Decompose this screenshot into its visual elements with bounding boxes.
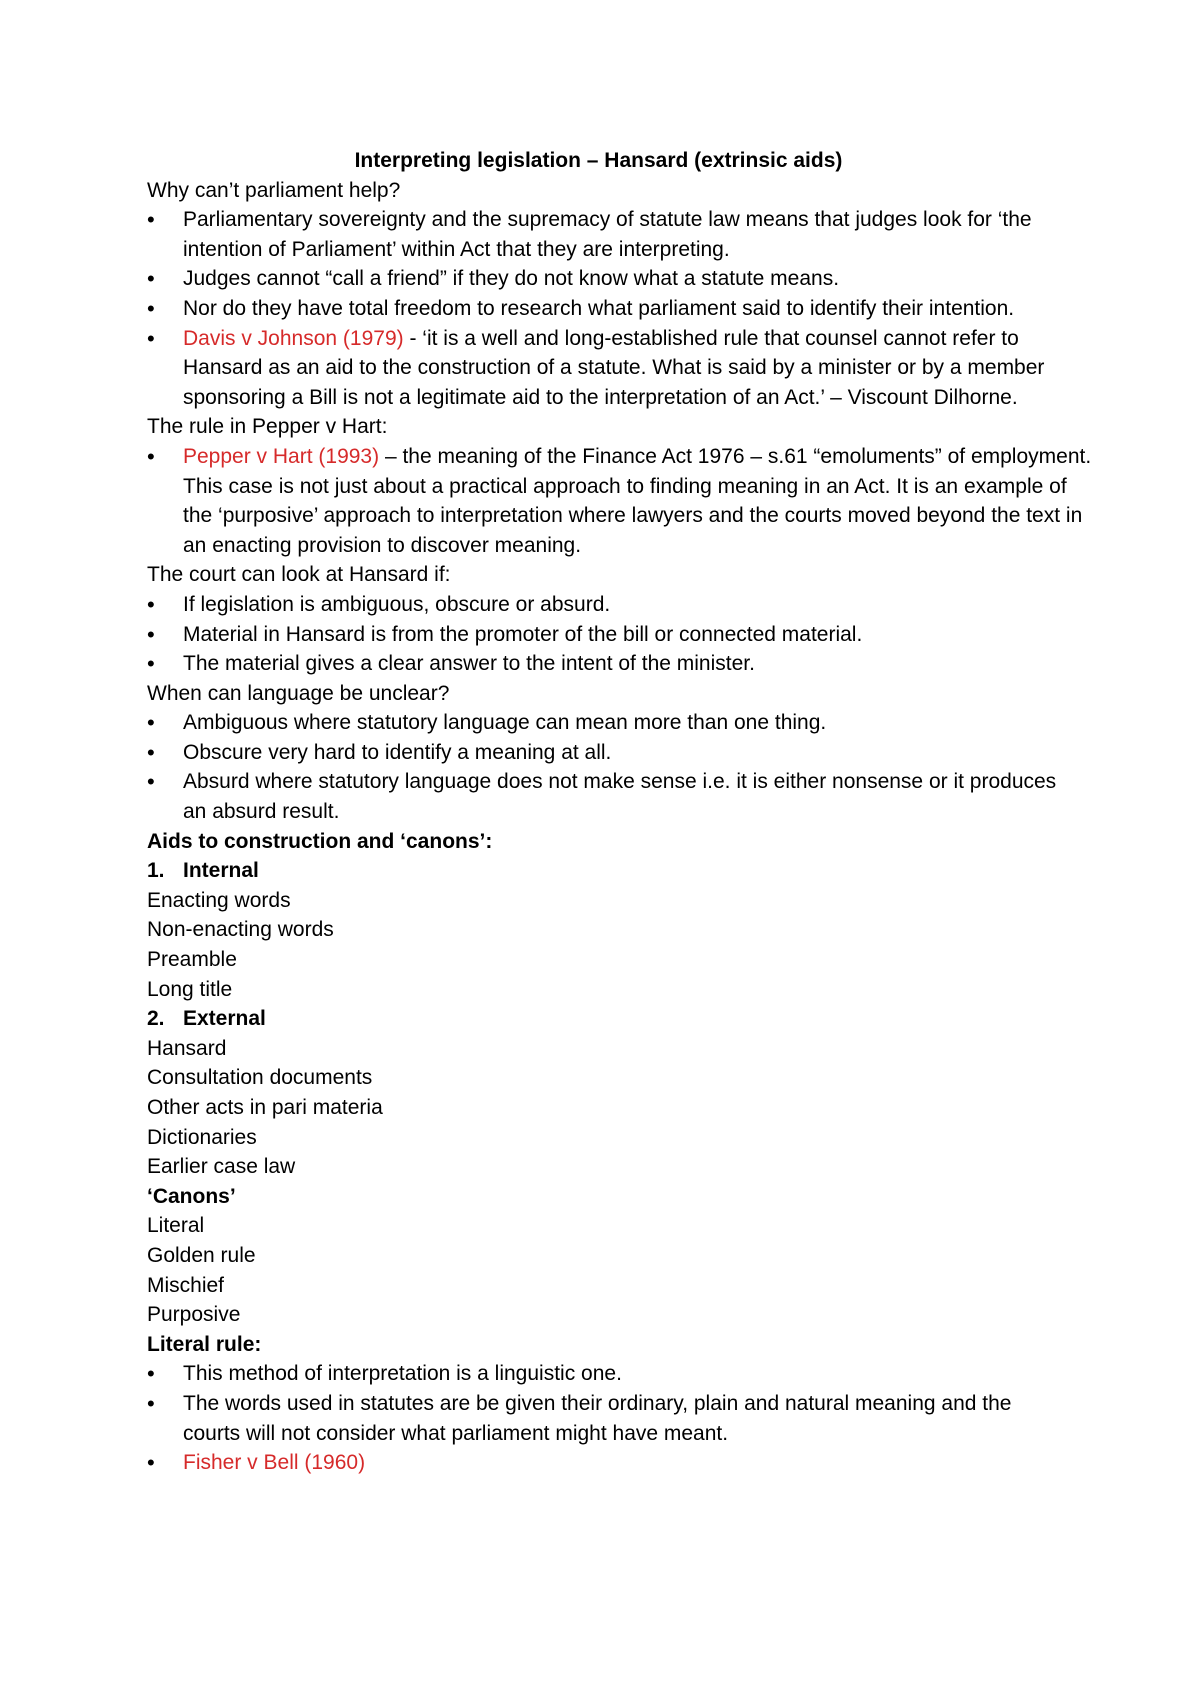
external-aid-item: Consultation documents	[147, 1066, 373, 1090]
section-heading-language-unclear: When can language be unclear?	[147, 681, 450, 705]
canon-item: Golden rule	[147, 1243, 256, 1267]
bullet-item: • Ambiguous where statutory language can mean more than one thing.	[147, 708, 1080, 738]
case-name-pepper-v-hart: Pepper v Hart (1993)	[183, 444, 380, 468]
internal-aid-item: Long title	[147, 977, 233, 1001]
bullet-item: • If legislation is ambiguous, obscure or absurd.	[147, 590, 1080, 620]
list-number: 2.	[147, 1007, 165, 1031]
case-quote: - ‘it is a well and long-established rule that counsel cannot refer to Hansard as an aid to the construction of a statute. What is said by a minister or by a member sponsoring a Bill is not a legitimate aid to the interpretation of an Act.’ – Viscount Dilhorne.	[183, 326, 1045, 409]
canon-item: Literal	[147, 1214, 205, 1238]
section-heading-court-hansard: The court can look at Hansard if:	[147, 563, 451, 587]
external-label: External	[183, 1007, 266, 1031]
bullet-item-davis-v-johnson	[147, 324, 1063, 413]
numbered-item-internal	[147, 856, 1080, 886]
section-heading-canons: ‘Canons’	[147, 1184, 236, 1208]
internal-aid-item: Non-enacting words	[147, 918, 334, 942]
canon-item: Mischief	[147, 1273, 225, 1297]
external-aid-item: Dictionaries	[147, 1125, 257, 1149]
external-aid-item: Hansard	[147, 1036, 227, 1060]
bullet-item: • The material gives a clear answer to the intent of the minister.	[147, 649, 1080, 679]
bullet-item: • Absurd where statutory language does not make sense i.e. it is either nonsense or it produces an absurd result.	[147, 767, 1073, 826]
bullet-item: • Obscure very hard to identify a meaning at all.	[147, 738, 1080, 768]
bullet-item: • Judges cannot “call a friend” if they do not know what a statute means.	[147, 264, 1080, 294]
section-heading-literal-rule: Literal rule:	[147, 1332, 262, 1356]
bullet-list-language-unclear	[147, 708, 1080, 826]
bullet-item: • The words used in statutes are be given their ordinary, plain and natural meaning and the courts will not consider what parliament might have meant.	[147, 1389, 1063, 1448]
external-aid-item: Earlier case law	[147, 1155, 296, 1179]
document-body	[147, 146, 1092, 1478]
bullet-list-why-parliament	[147, 205, 1080, 412]
case-name-davis-v-johnson: Davis v Johnson (1979)	[183, 326, 404, 350]
document-title: Interpreting legislation – Hansard (extrinsic aids)	[354, 149, 843, 172]
numbered-item-external	[147, 1004, 1080, 1034]
external-aid-item: Other acts in pari materia	[147, 1096, 383, 1119]
bullet-item: • Material in Hansard is from the promoter of the bill or connected material.	[147, 620, 1080, 650]
canon-item: Purposive	[147, 1303, 241, 1327]
bullet-list-pepper-v-hart	[147, 442, 1092, 560]
list-number: 1.	[147, 859, 165, 883]
internal-aid-item: Enacting words	[147, 888, 291, 912]
internal-aid-item: Preamble	[147, 948, 237, 972]
bullet-item: • Parliamentary sovereignty and the supremacy of statute law means that judges look for ‘the intention of Parliament’ within Act that they are interpreting.	[147, 205, 1093, 264]
section-heading-aids: Aids to construction and ‘canons’:	[147, 829, 493, 853]
section-heading-pepper-v-hart: The rule in Pepper v Hart:	[147, 415, 388, 439]
bullet-list-literal-rule	[147, 1359, 1080, 1477]
case-name-fisher-v-bell: Fisher v Bell (1960)	[183, 1451, 366, 1475]
bullet-item-pepper-v-hart	[147, 442, 1093, 560]
bullet-list-court-hansard	[147, 590, 1080, 679]
section-heading-why-parliament: Why can’t parliament help?	[147, 178, 401, 202]
internal-label: Internal	[183, 859, 259, 883]
bullet-item-fisher-v-bell	[147, 1448, 1080, 1478]
bullet-item: • Nor do they have total freedom to research what parliament said to identify their intention.	[147, 294, 1053, 324]
bullet-item: • This method of interpretation is a linguistic one.	[147, 1359, 1080, 1389]
case-description: – the meaning of the Finance Act 1976 – s.61 “emoluments” of employment. This case is not just about a practical approach to finding meaning in an Act. It is an example of the ‘purposive’ approach to interpretation where lawyers and the courts moved beyond the text in an enacting provision to discover meaning.	[183, 444, 1092, 557]
